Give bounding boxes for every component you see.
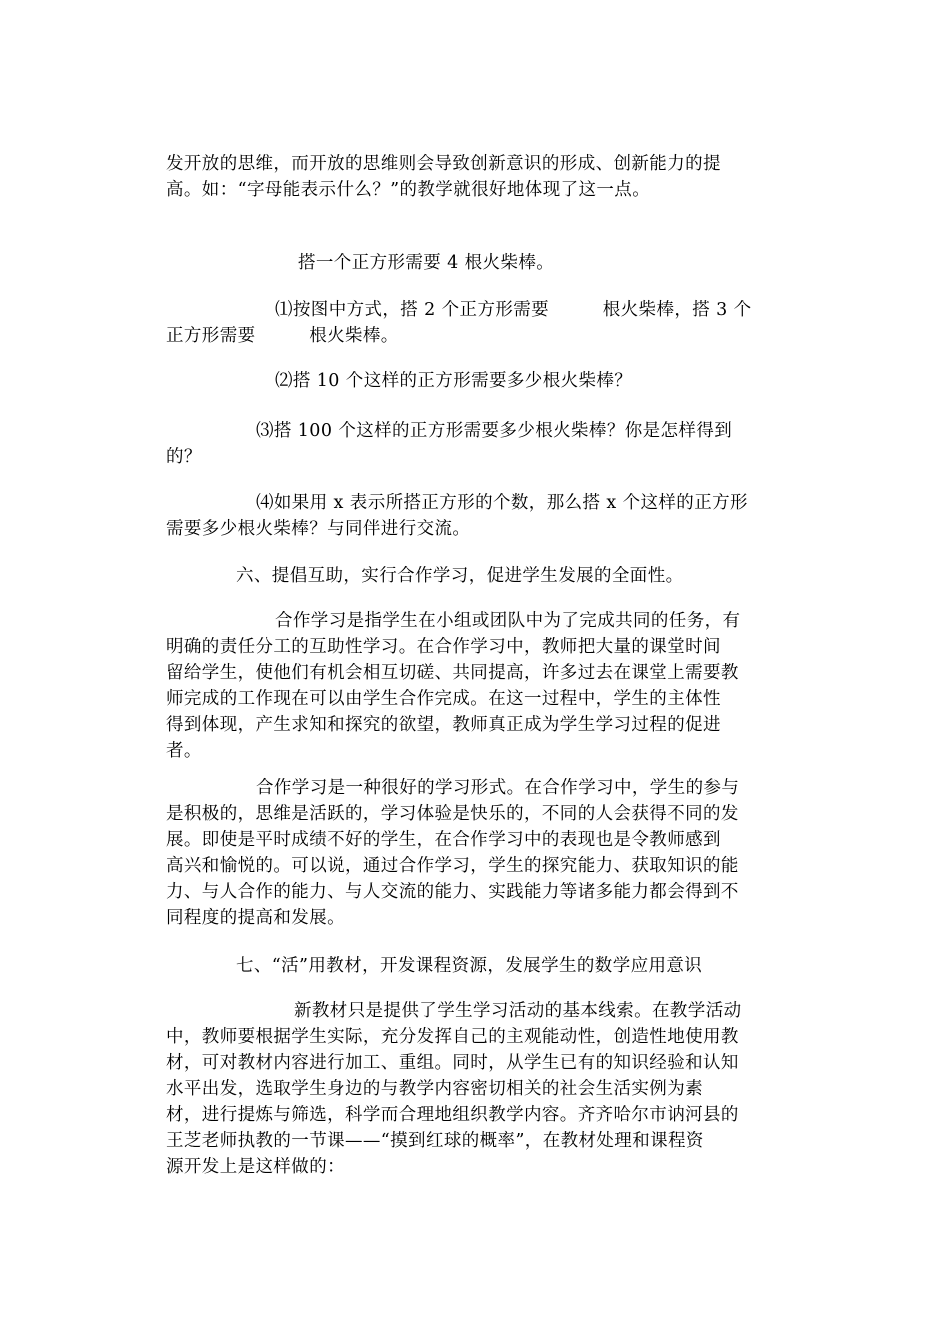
section-6-para-1-line: 者。 <box>166 741 202 761</box>
section-6-para-1-line: 明确的责任分工的互助性学习。在合作学习中，教师把大量的课堂时间 <box>166 637 721 657</box>
section-7-heading: 七、“活”用教材，开发课程资源，发展学生的数学应用意识 <box>236 956 703 976</box>
question-3-line-1: ⑶搭 100 个这样的正方形需要多少根火柴棒？你是怎样得到 <box>256 421 733 441</box>
section-6-para-2-line: 是积极的，思维是活跃的，学习体验是快乐的，不同的人会获得不同的发 <box>166 804 739 824</box>
section-6-para-1-line: 得到体现，产生求知和探究的欲望，教师真正成为学生学习过程的促进 <box>166 715 721 735</box>
question-1-line-1: ⑴按图中方式，搭 2 个正方形需要 根火柴棒，搭 3 个 <box>275 300 752 320</box>
section-6-heading: 六、提倡互助，实行合作学习，促进学生发展的全面性。 <box>236 566 684 586</box>
section-7-para-line: 材，进行提炼与筛选，科学而合理地组织教学内容。齐齐哈尔市讷河县的 <box>166 1105 739 1125</box>
section-6-para-1-line: 师完成的工作现在可以由学生合作完成。在这一过程中，学生的主体性 <box>166 689 721 709</box>
section-7-para-first-line: 新教材只是提供了学生学习活动的基本线索。在教学活动 <box>294 1001 742 1021</box>
section-7-para-line: 中，教师要根据学生实际，充分发挥自己的主观能动性，创造性地使用教 <box>166 1027 739 1047</box>
section-7-para-line: 材，可对教材内容进行加工、重组。同时，从学生已有的知识经验和认知 <box>166 1053 739 1073</box>
section-6-para-1-line: 留给学生，使他们有机会相互切磋、共同提高，许多过去在课堂上需要教 <box>166 663 739 683</box>
question-4-line-2: 需要多少根火柴棒？与同伴进行交流。 <box>166 519 471 539</box>
section-7-para-line: 水平出发，选取学生身边的与教学内容密切相关的社会生活实例为素 <box>166 1079 703 1099</box>
question-4-line-1: ⑷如果用 x 表示所搭正方形的个数，那么搭 x 个这样的正方形 <box>256 493 748 513</box>
section-6-para-2-line: 高兴和愉悦的。可以说，通过合作学习，学生的探究能力、获取知识的能 <box>166 856 739 876</box>
section-6-para-2-line: 同程度的提高和发展。 <box>166 908 345 928</box>
intro-line-2: 高。如：“字母能表示什么？”的教学就很好地体现了这一点。 <box>166 180 651 200</box>
section-7-para-line: 王芝老师执教的一节课——“摸到红球的概率”，在教材处理和课程资 <box>166 1131 704 1151</box>
section-6-para-2-line: 展。即使是平时成绩不好的学生，在合作学习中的表现也是令教师感到 <box>166 830 721 850</box>
section-6-para-1-first-line: 合作学习是指学生在小组或团队中为了完成共同的任务，有 <box>275 611 741 631</box>
section-7-para-line: 源开发上是这样做的： <box>166 1157 345 1177</box>
section-6-para-2-first-line: 合作学习是一种很好的学习形式。在合作学习中，学生的参与 <box>256 778 740 798</box>
question-1-line-2: 正方形需要 根火柴棒。 <box>166 326 399 346</box>
section-6-para-2-line: 力、与人合作的能力、与人交流的能力、实践能力等诸多能力都会得到不 <box>166 882 739 902</box>
question-3-line-2: 的？ <box>166 447 202 467</box>
question-2: ⑵搭 10 个这样的正方形需要多少根火柴棒？ <box>275 371 633 391</box>
intro-line-1: 发开放的思维，而开放的思维则会导致创新意识的形成、创新能力的提 <box>166 154 721 174</box>
problem-title: 搭一个正方形需要 4 根火柴棒。 <box>298 253 555 273</box>
